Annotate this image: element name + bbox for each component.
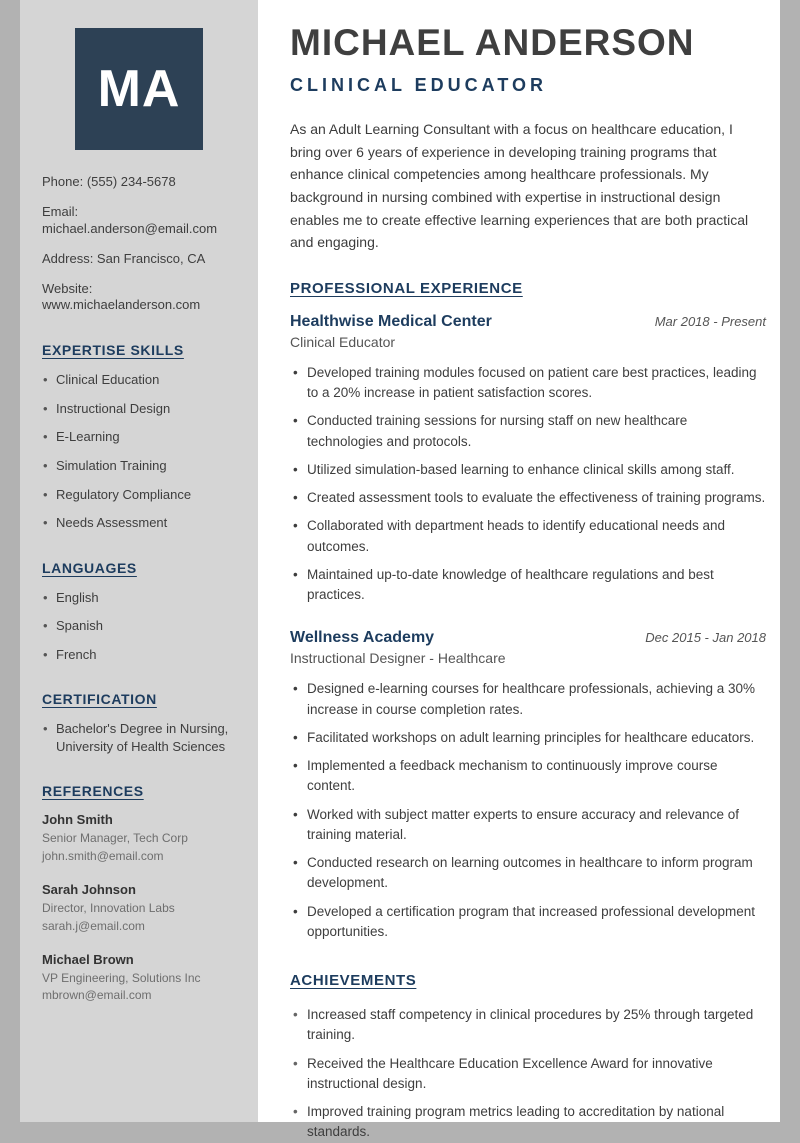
skill-item: • Regulatory Compliance [42, 486, 236, 504]
reference-role: Director, Innovation Labs [42, 901, 175, 916]
achievement-item: • Improved training program metrics leading to accreditation by national standards. [290, 1102, 766, 1143]
job-bullet: • Created assessment tools to evaluate the effectiveness of training programs. [290, 488, 766, 508]
achievements-list [290, 1005, 766, 1143]
job-bullet: • Conducted training sessions for nursing staff on new healthcare technologies and protocols. [290, 411, 766, 452]
skill-item: • Clinical Education [42, 371, 236, 389]
language-item: • English [42, 589, 236, 607]
job-bullet: • Maintained up-to-date knowledge of healthcare regulations and best practices. [290, 565, 766, 606]
experience-heading: PROFESSIONAL EXPERIENCE [290, 279, 523, 297]
skills-heading: EXPERTISE SKILLS [42, 342, 184, 359]
job-bullet: • Designed e-learning courses for healthcare professionals, achieving a 30% increase in course completion rates. [290, 679, 766, 720]
main-content [258, 0, 780, 1140]
achievements-heading: ACHIEVEMENTS [290, 972, 417, 990]
job-bullets [290, 679, 766, 942]
certification-item: • Bachelor's Degree in Nursing, University of Health Sciences [42, 720, 236, 755]
contact-phone: Phone: (555) 234-5678 [42, 174, 176, 189]
monogram-text: MA [97, 60, 181, 118]
references-section [42, 783, 236, 1004]
skill-item: • Needs Assessment [42, 514, 236, 532]
job-bullet: • Collaborated with department heads to identify educational needs and outcomes. [290, 516, 766, 557]
certification-heading: CERTIFICATION [42, 691, 157, 708]
language-item: • French [42, 646, 236, 664]
reference-role: VP Engineering, Solutions Inc [42, 970, 201, 985]
achievement-item: • Received the Healthcare Education Excellence Award for innovative instructional design. [290, 1054, 766, 1095]
candidate-name: MICHAEL ANDERSON [290, 22, 695, 63]
contact-email: Email: michael.anderson@email.com [42, 203, 218, 236]
language-item: • Spanish [42, 617, 236, 635]
job-company: Wellness Academy [290, 629, 435, 647]
monogram-badge [75, 28, 203, 150]
reference-name: Sarah Johnson [42, 882, 136, 898]
skills-list [42, 371, 236, 531]
job-bullet: • Conducted research on learning outcomes in healthcare to inform program development. [290, 853, 766, 894]
achievement-item: • Increased staff competency in clinical procedures by 25% through targeted training. [290, 1005, 766, 1046]
summary-paragraph: As an Adult Learning Consultant with a focus on healthcare education, I bring over 6 years of experience in developing training programs that enhance clinical competencies among healthcare professionals. My background in nursing combined with expertise in instructional design enables me to create effective learning experiences that are both practical and engaging. [290, 120, 749, 251]
job-bullet: • Utilized simulation-based learning to enhance clinical skills among staff. [290, 460, 766, 480]
reference-email: john.smith@email.com [42, 848, 164, 863]
job-role: Clinical Educator [290, 333, 396, 350]
job-entry [290, 629, 766, 942]
reference-email: mbrown@email.com [42, 988, 152, 1003]
references-heading: REFERENCES [42, 783, 144, 800]
skill-item: • Simulation Training [42, 457, 236, 475]
job-bullet: • Developed training modules focused on patient care best practices, leading to a 20% increase in patient satisfaction scores. [290, 363, 766, 404]
contact-info [42, 174, 236, 314]
job-header [290, 629, 766, 647]
resume-page [20, 0, 780, 1140]
job-header [290, 313, 766, 331]
achievements-section [290, 972, 766, 1143]
job-bullet: • Developed a certification program that increased professional development opportunities. [290, 902, 766, 943]
job-entry [290, 313, 766, 606]
job-role: Instructional Designer - Healthcare [290, 650, 506, 667]
candidate-title: CLINICAL EDUCATOR [290, 74, 547, 95]
certification-list [42, 720, 236, 755]
job-bullets [290, 363, 766, 606]
job-bullet: • Facilitated workshops on adult learning principles for healthcare educators. [290, 728, 766, 748]
reference-name: John Smith [42, 812, 113, 828]
reference-entry [42, 882, 236, 935]
skill-item: • Instructional Design [42, 400, 236, 418]
languages-heading: LANGUAGES [42, 559, 137, 576]
contact-address: Address: San Francisco, CA [42, 250, 206, 266]
skill-item: • E-Learning [42, 428, 236, 446]
reference-entry [42, 812, 236, 865]
skills-section [42, 342, 236, 531]
job-dates: Mar 2018 - Present [654, 313, 766, 329]
reference-email: sarah.j@email.com [42, 918, 145, 933]
job-bullet: • Implemented a feedback mechanism to continuously improve course content. [290, 756, 766, 797]
job-bullet: • Worked with subject matter experts to ensure accuracy and relevance of training material. [290, 805, 766, 846]
reference-entry [42, 952, 236, 1005]
job-dates: Dec 2015 - Jan 2018 [645, 630, 766, 646]
languages-list [42, 589, 236, 664]
sidebar [20, 0, 258, 1122]
experience-section [290, 280, 766, 942]
reference-role: Senior Manager, Tech Corp [42, 831, 188, 846]
job-company: Healthwise Medical Center [290, 312, 492, 330]
languages-section [42, 560, 236, 664]
contact-website: Website: www.michaelanderson.com [42, 280, 201, 313]
certification-section [42, 691, 236, 755]
reference-name: Michael Brown [42, 951, 134, 967]
